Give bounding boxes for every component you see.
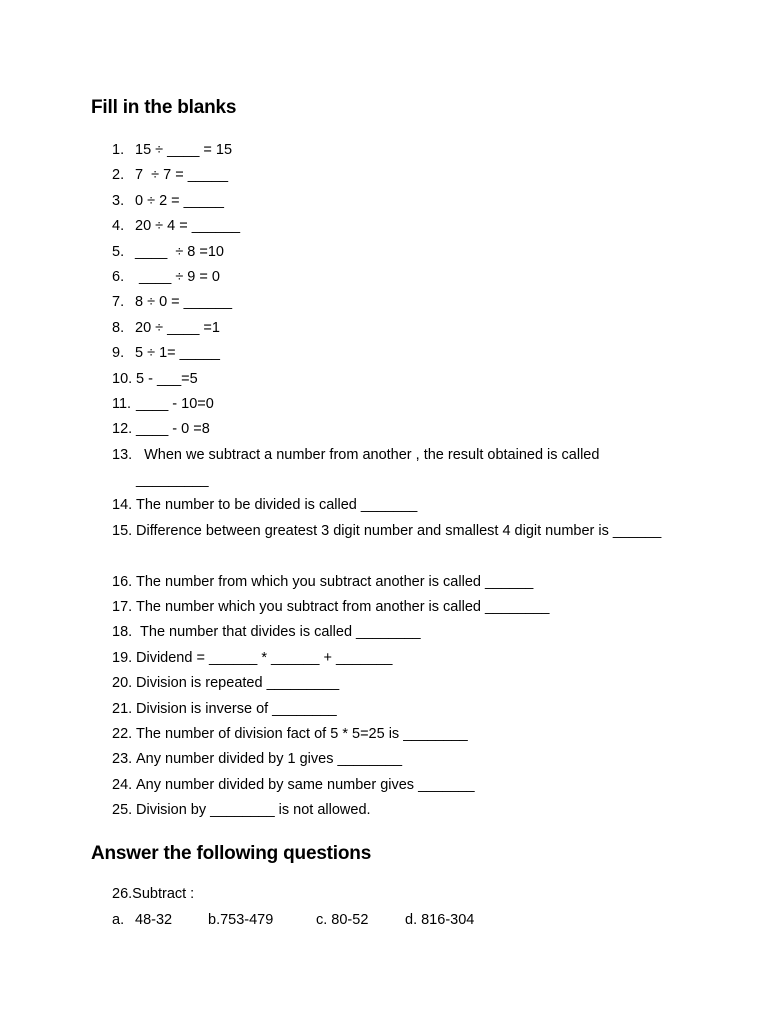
question-item — [0, 214, 768, 239]
question-number: 17. — [112, 599, 133, 616]
question-number: 10. — [112, 370, 133, 387]
question-item — [0, 773, 768, 798]
question-item — [0, 620, 768, 645]
question-number: 21. — [112, 700, 133, 717]
question-text: 15 ÷ ____ = 15 — [135, 142, 233, 158]
question-text: Any number divided by 1 gives ________ — [136, 751, 403, 768]
question-text: 7 ÷ 7 = _____ — [135, 167, 229, 184]
question-item — [0, 646, 768, 671]
question-number: 6. — [112, 268, 125, 285]
question-number: 12. — [112, 421, 133, 438]
question-text: The number which you subtract from another is called ________ — [136, 599, 550, 616]
question-text: 5 ÷ 1= _____ — [135, 345, 220, 362]
question-item — [0, 519, 768, 570]
question-number: 14. — [112, 497, 133, 514]
question-number: 5. — [112, 243, 125, 260]
question-text: The number to be divided is called _______ — [136, 497, 418, 514]
fill-blanks-list — [0, 138, 768, 824]
question-item — [0, 392, 768, 417]
question-text: The number from which you subtract another is called ______ — [136, 573, 534, 590]
question-number: 19. — [112, 649, 133, 666]
question-text: ____ - 10=0 — [136, 395, 214, 412]
question-item — [0, 798, 768, 823]
question-item — [0, 265, 768, 290]
question-text: Dividend = ______ * ______ + _______ — [136, 649, 393, 666]
question-item — [0, 722, 768, 747]
question-number: 20. — [112, 675, 133, 692]
question-item — [0, 443, 768, 494]
question-number: 23. — [112, 751, 133, 768]
question-text: Difference between greatest 3 digit number and smallest 4 digit number is ______ — [136, 522, 662, 539]
question-item — [0, 417, 768, 442]
question-text: 8 ÷ 0 = ______ — [135, 294, 233, 311]
question-item — [0, 290, 768, 315]
question-number: 24. — [112, 776, 133, 793]
question-number: 22. — [112, 726, 133, 743]
question-text: Division by ________ is not allowed. — [136, 802, 371, 819]
question-text: When we subtract a number from another , the result obtained is called _________ — [136, 446, 604, 489]
question-text: ____ ÷ 8 =10 — [135, 243, 224, 260]
question-text: Division is repeated _________ — [136, 675, 340, 692]
question-number: 25. — [112, 802, 133, 819]
section-title-answer-questions: Answer the following questions — [91, 843, 372, 864]
question-text: ____ - 0 =8 — [136, 421, 210, 438]
question-number: 13. — [112, 446, 133, 463]
question-text: Any number divided by same number gives _______ — [136, 776, 475, 793]
question-number: 1. — [112, 142, 125, 158]
question-number: 2. — [112, 167, 125, 184]
option-d: d. 816-304 — [405, 912, 475, 928]
question-text: ____ ÷ 9 = 0 — [135, 268, 220, 285]
question-text: 5 - ___=5 — [136, 370, 198, 387]
question-number: 8. — [112, 319, 125, 336]
question-text: 0 ÷ 2 = _____ — [135, 192, 224, 209]
option-c: c. 80-52 — [316, 912, 369, 928]
question-item — [0, 570, 768, 595]
question-number: 4. — [112, 218, 125, 235]
option-b: b.753-479 — [208, 912, 274, 928]
question-number: 7. — [112, 294, 125, 311]
section-title-fill-blanks: Fill in the blanks — [91, 97, 237, 118]
question-item — [0, 595, 768, 620]
question-text: Division is inverse of ________ — [136, 700, 337, 717]
question-item — [0, 341, 768, 366]
question-text: 20 ÷ ____ =1 — [135, 319, 220, 336]
question-number: 11. — [112, 395, 132, 412]
question-number: 16. — [112, 573, 133, 590]
question-number: 18. — [112, 624, 133, 641]
question-item — [0, 493, 768, 518]
question-text: The number that divides is called ________ — [136, 624, 421, 641]
question-item — [0, 697, 768, 722]
question-item — [0, 747, 768, 772]
question-item — [0, 671, 768, 696]
question-item — [0, 163, 768, 188]
option-a-label: a. — [112, 912, 125, 928]
question-number: 3. — [112, 192, 125, 209]
option-a-text: 48-32 — [135, 912, 173, 928]
question-text: The number of division fact of 5 * 5=25 is ________ — [136, 726, 468, 743]
question-item — [0, 316, 768, 341]
question-item — [0, 138, 768, 163]
question-number: 9. — [112, 345, 125, 362]
subtract-options — [0, 910, 768, 930]
question-item — [0, 367, 768, 392]
question-item — [0, 189, 768, 214]
question-26: 26.Subtract : — [112, 886, 195, 902]
question-text: 20 ÷ 4 = ______ — [135, 218, 241, 235]
question-item — [0, 240, 768, 265]
question-number: 15. — [112, 522, 133, 539]
